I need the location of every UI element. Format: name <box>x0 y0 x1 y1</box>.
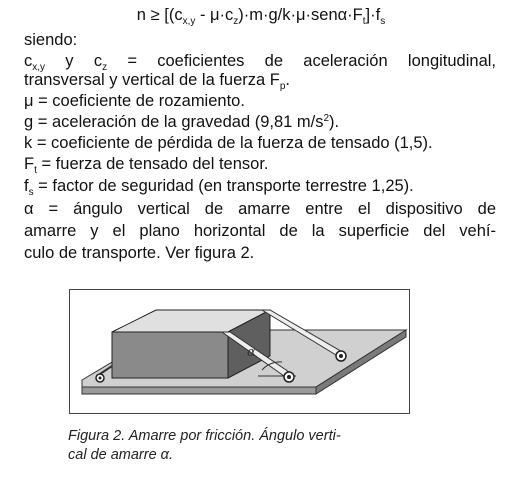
g-definition: g = aceleración de la gravedad (9,81 $m/s^2$). <box>24 113 340 131</box>
cargo-front <box>112 332 228 378</box>
k-definition: k = coeficiente de pérdida de la fuerza de tensado (1,5). <box>24 134 433 152</box>
mu-definition: μ = coeficiente de rozamiento. <box>24 92 245 110</box>
fs-definition: $f_s$ = factor de seguridad (en transporte terrestre 1,25). <box>24 177 414 198</box>
ratchet-icon <box>284 372 294 382</box>
lashing-illustration <box>70 290 409 413</box>
siendo-label: siendo: <box>24 31 78 49</box>
figure-caption-line-2: cal de amarre α. <box>68 447 173 463</box>
figure-2 <box>69 289 410 414</box>
alpha-definition-line-3: culo de transporte. Ver figura 2. <box>24 244 255 262</box>
anchor-hook-icon <box>96 374 104 382</box>
ft-definition: $F_t$ = fuerza de tensado del tensor. <box>24 155 269 176</box>
formula: $n \ge [(c_{x,y} - \mu\cdot c_z)\cdot m\cdot g/k\cdot\mu\cdot sen\alpha\cdot F_t]\cdot f_s$ <box>136 6 386 27</box>
alpha-definition-line-2: amarre y el plano horizontal de la superficie del vehí- <box>24 222 496 240</box>
alpha-label: α <box>247 345 256 360</box>
c-definition-cont: transversal y vertical de la fuerza $F_p$. <box>24 71 291 92</box>
figure-caption-line-1: Figura 2. Amarre por fricción. Ángulo verti- <box>68 428 341 444</box>
c-definition: $c_{x,y}$ y $c_z$ = coeficientes de aceleración longitudinal, <box>24 52 496 73</box>
alpha-definition-line-1: α = ángulo vertical de amarre entre el dispositivo de <box>24 200 496 218</box>
ratchet-icon <box>336 351 346 361</box>
